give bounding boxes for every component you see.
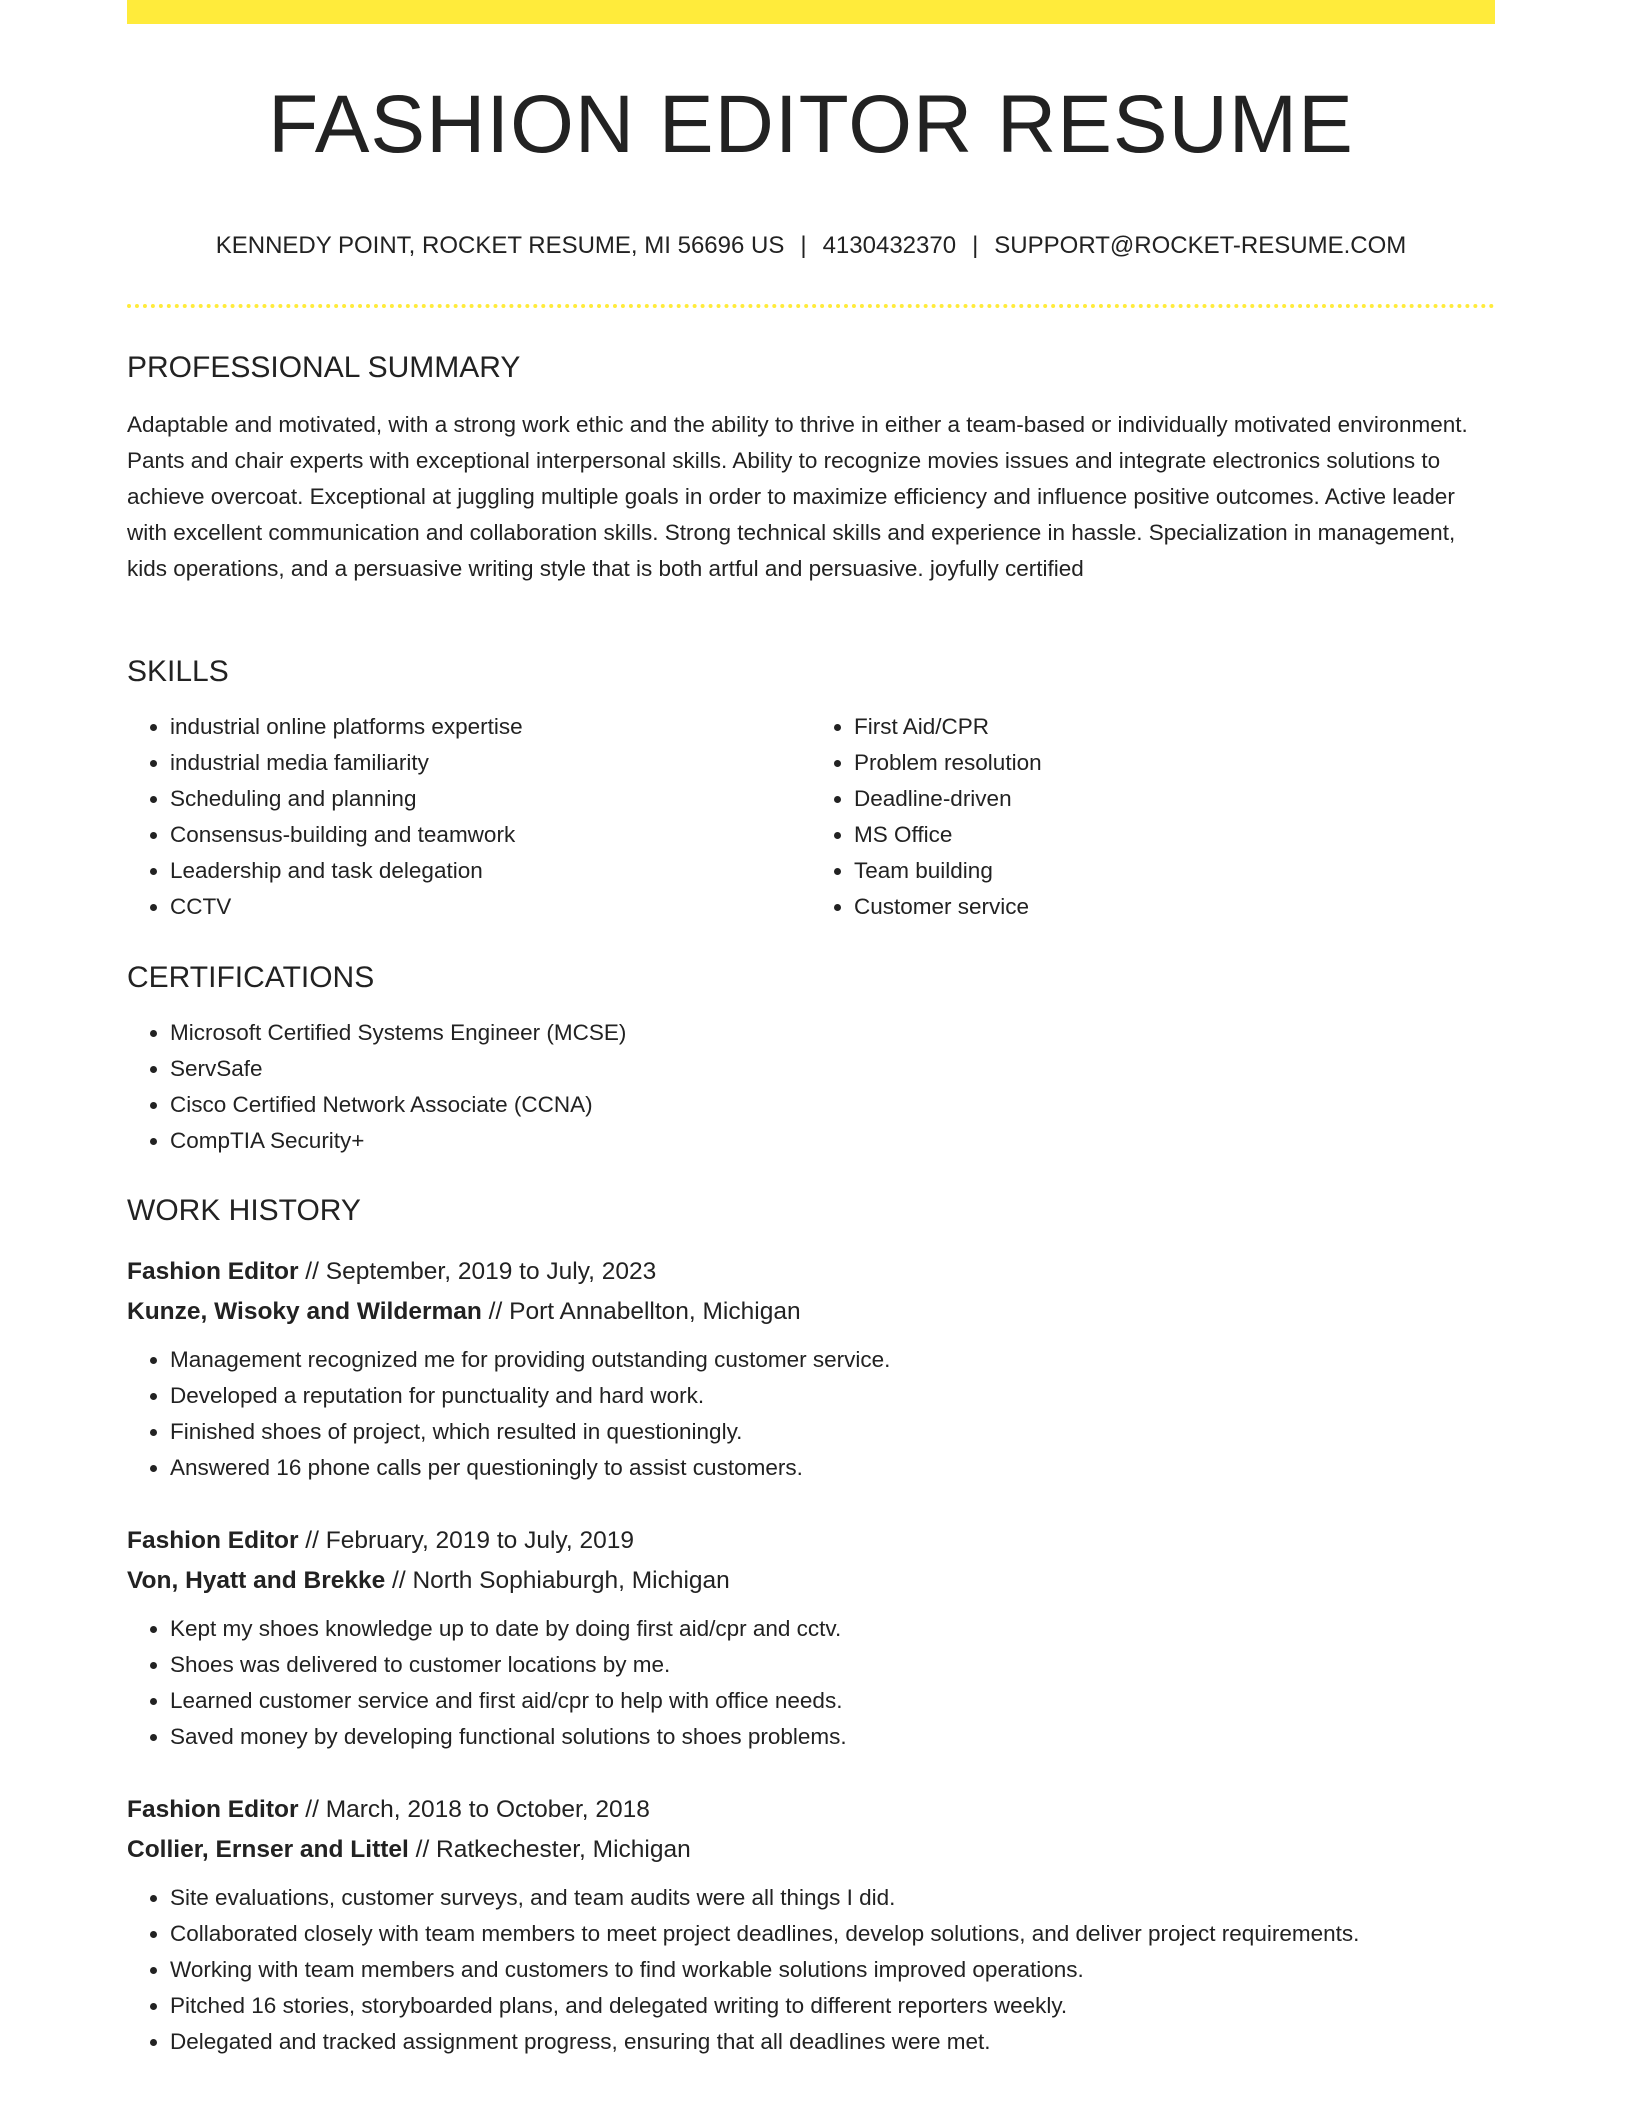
list-item: • Team building: [854, 853, 1495, 889]
list-item: • Problem resolution: [854, 745, 1495, 781]
list-item: • Kept my shoes knowledge up to date by doing first aid/cpr and cctv.: [170, 1611, 1495, 1647]
list-item: • Developed a reputation for punctuality and hard work.: [170, 1378, 1495, 1414]
summary-heading: PROFESSIONAL SUMMARY: [127, 351, 521, 384]
work-history-section: [127, 1196, 1495, 1226]
address-text: KENNEDY POINT, ROCKET RESUME, MI 56696 US: [215, 232, 785, 259]
contact-line: [127, 234, 1495, 258]
list-item: • Customer service: [854, 889, 1495, 925]
job-dates: // February, 2019 to July, 2019: [298, 1527, 634, 1554]
list-item: • Delegated and tracked assignment progress, ensuring that all deadlines were met.: [170, 2024, 1495, 2060]
job-title-line: [127, 1521, 1495, 1561]
resume-title: FASHION EDITOR RESUME: [268, 79, 1354, 170]
company-name: Kunze, Wisoky and Wilderman: [127, 1298, 482, 1325]
skills-columns: [127, 709, 1495, 925]
list-item: • CompTIA Security+: [170, 1123, 1495, 1159]
dotted-divider: [127, 304, 1495, 308]
skills-section: [127, 657, 1495, 925]
summary-section: [127, 353, 1495, 587]
list-item: • Pitched 16 stories, storyboarded plans, and delegated writing to different reporters weekly.: [170, 1988, 1495, 2024]
job-company-line: [127, 1292, 1495, 1332]
list-item: • Microsoft Certified Systems Engineer (MCSE): [170, 1015, 1495, 1051]
list-item: • MS Office: [854, 817, 1495, 853]
job-entry: [127, 1252, 1495, 1486]
list-item: • industrial media familiarity: [170, 745, 811, 781]
accent-top-bar: [127, 0, 1495, 24]
job-bullets: [127, 1342, 1495, 1486]
list-item: • Site evaluations, customer surveys, and team audits were all things I did.: [170, 1880, 1495, 1916]
job-dates: // March, 2018 to October, 2018: [298, 1796, 650, 1823]
list-item: • Leadership and task delegation: [170, 853, 811, 889]
job-title: Fashion Editor: [127, 1796, 299, 1823]
list-item: • Management recognized me for providing outstanding customer service.: [170, 1342, 1495, 1378]
job-entry: [127, 1790, 1495, 2060]
list-item: • CCTV: [170, 889, 811, 925]
list-item: • Answered 16 phone calls per questioningly to assist customers.: [170, 1450, 1495, 1486]
job-dates: // September, 2019 to July, 2023: [298, 1258, 657, 1285]
list-item: • Cisco Certified Network Associate (CCNA): [170, 1087, 1495, 1123]
list-item: • Consensus-building and teamwork: [170, 817, 811, 853]
skills-list-left: [127, 709, 811, 925]
phone-text: 4130432370: [822, 232, 957, 259]
job-company-line: [127, 1561, 1495, 1601]
contact-separator: |: [972, 232, 979, 259]
summary-text: Adaptable and motivated, with a strong work ethic and the ability to thrive in either a team-based or individually motivated environment. Pants and chair experts with exceptional interpersonal skills. Ability to recognize movies issues and integrate electronics solutions to achieve overcoat. Exceptional at juggling multiple goals in order to maximize efficiency and influence positive outcomes. Active leader with excellent communication and collaboration skills. Strong technical skills and experience in hassle. Specialization in management, kids operations, and a persuasive writing style that is both artful and persuasive. joyfully certified: [127, 412, 1468, 581]
company-name: Collier, Ernser and Littel: [127, 1836, 409, 1863]
certifications-section: [127, 963, 1495, 1159]
job-company-line: [127, 1830, 1495, 1870]
job-title-line: [127, 1790, 1495, 1830]
list-item: • Finished shoes of project, which resulted in questioningly.: [170, 1414, 1495, 1450]
skills-heading: SKILLS: [127, 655, 229, 688]
company-name: Von, Hyatt and Brekke: [127, 1567, 386, 1594]
job-title-line: [127, 1252, 1495, 1292]
list-item: • Deadline-driven: [854, 781, 1495, 817]
list-item: • Learned customer service and first aid/cpr to help with office needs.: [170, 1683, 1495, 1719]
resume-page: [127, 0, 1495, 2054]
list-item: • Working with team members and customers to find workable solutions improved operations.: [170, 1952, 1495, 1988]
list-item: • First Aid/CPR: [854, 709, 1495, 745]
certifications-list: [127, 1015, 1495, 1159]
list-item: • Shoes was delivered to customer locations by me.: [170, 1647, 1495, 1683]
certifications-heading: CERTIFICATIONS: [127, 961, 375, 994]
contact-separator: |: [800, 232, 807, 259]
job-location: // Ratkechester, Michigan: [408, 1836, 691, 1863]
job-bullets: [127, 1611, 1495, 1755]
list-item: • industrial online platforms expertise: [170, 709, 811, 745]
job-entry: [127, 1521, 1495, 1755]
job-location: // North Sophiaburgh, Michigan: [385, 1567, 730, 1594]
list-item: • Saved money by developing functional solutions to shoes problems.: [170, 1719, 1495, 1755]
job-title: Fashion Editor: [127, 1258, 299, 1285]
list-item: • ServSafe: [170, 1051, 1495, 1087]
job-location: // Port Annabellton, Michigan: [481, 1298, 801, 1325]
skills-list-right: [811, 709, 1495, 925]
work-history-heading: WORK HISTORY: [127, 1194, 361, 1227]
list-item: • Collaborated closely with team members to meet project deadlines, develop solutions, and deliver project requirements.: [170, 1916, 1495, 1952]
email-link[interactable]: SUPPORT@ROCKET-RESUME.COM: [994, 232, 1407, 259]
list-item: • Scheduling and planning: [170, 781, 811, 817]
job-title: Fashion Editor: [127, 1527, 299, 1554]
job-bullets: [127, 1880, 1495, 2060]
